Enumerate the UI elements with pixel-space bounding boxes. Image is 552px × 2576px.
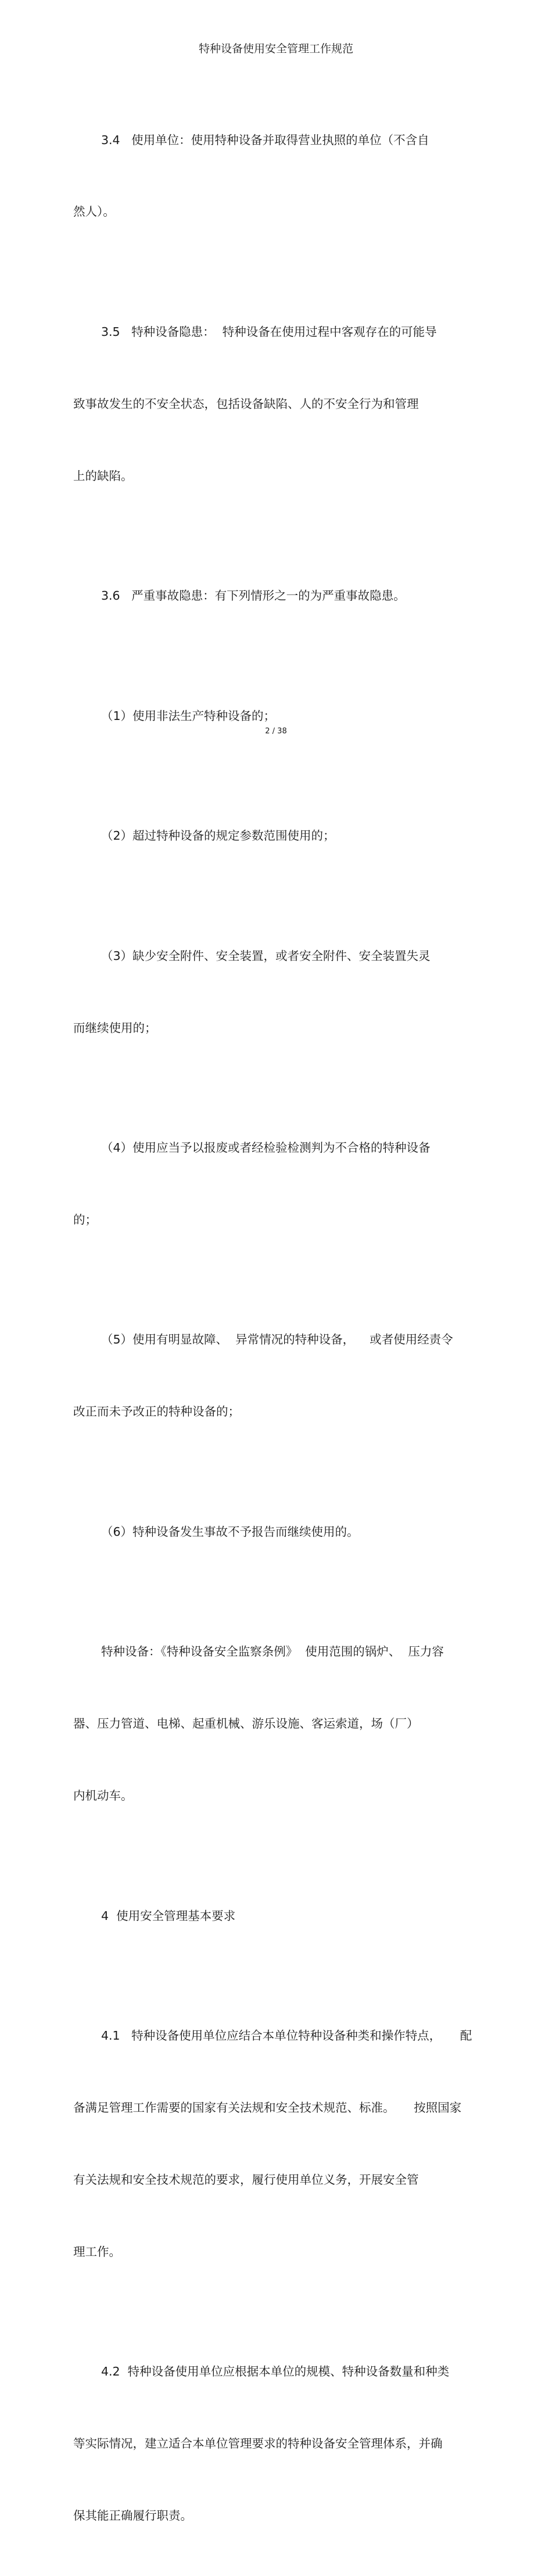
paragraph-special-equipment-definition [73, 1592, 480, 1856]
section-heading-4 [73, 1856, 480, 1976]
text-line: 3.6 严重事故隐患：有下列情形之一的为严重事故隐患。 [101, 589, 406, 603]
page-header-title: 特种设备使用安全管理工作规范 [198, 42, 353, 55]
text-line: （1）使用非法生产特种设备的； [101, 708, 276, 723]
text-line: 等实际情况，建立适合本单位管理要求的特种设备安全管理体系，并确 [73, 2437, 443, 2451]
text-line: 3.4 使用单位：使用特种设备并取得营业执照的单位（不含自 [101, 132, 429, 147]
text-line: 理工作。 [73, 2244, 121, 2259]
paragraph-3-6 [73, 536, 480, 656]
text-line: 4 使用安全管理基本要求 [101, 1908, 236, 1923]
text-line: （5）使用有明显故障、 异常情况的特种设备， 或者使用经责令 [101, 1332, 453, 1347]
text-line: 的； [73, 1212, 97, 1227]
text-line: 内机动车。 [73, 1789, 133, 1803]
text-line: 有关法规和安全技术规范的要求，履行使用单位义务，开展安全管 [73, 2172, 419, 2187]
page-number: 2 / 38 [265, 727, 287, 736]
text-line: （6）特种设备发生事故不予报告而继续使用的。 [101, 1524, 359, 1539]
text-line: （3）缺少安全附件、安全装置，或者安全附件、安全装置失灵 [101, 948, 431, 963]
paragraph-3-5 [73, 272, 480, 536]
list-item-1 [73, 656, 480, 776]
text-line: 备满足管理工作需要的国家有关法规和安全技术规范、标准。 按照国家 [73, 2100, 462, 2115]
paragraph-4-2 [73, 2312, 480, 2576]
text-line: 特种设备：《特种设备安全监察条例》 使用范围的锅炉、 压力容 [101, 1645, 444, 1659]
text-line: （2）超过特种设备的规定参数范围使用的； [101, 829, 335, 843]
list-item-4 [73, 1088, 480, 1280]
text-line: 器、压力管道、电梯、起重机械、游乐设施、客运索道，场（厂） [73, 1717, 419, 1731]
paragraph-3-4 [73, 80, 480, 272]
list-item-2 [73, 776, 480, 896]
text-line: 上的缺陷。 [73, 468, 133, 483]
text-line: 3.5 特种设备隐患： 特种设备在使用过程中客观存在的可能导 [101, 324, 437, 339]
text-line: 改正而未予改正的特种设备的； [73, 1405, 240, 1419]
list-item-6 [73, 1472, 480, 1592]
text-line: 4.1 特种设备使用单位应结合本单位特种设备种类和操作特点， 配 [101, 2029, 472, 2043]
text-line: 然人）。 [73, 205, 115, 219]
paragraph-4-1 [73, 1976, 480, 2312]
text-line: 4.2 特种设备使用单位应根据本单位的规模、特种设备数量和种类 [101, 2364, 450, 2379]
list-item-5 [73, 1280, 480, 1472]
list-item-3 [73, 896, 480, 1088]
text-line: （4）使用应当予以报废或者经检验检测判为不合格的特种设备 [101, 1141, 431, 1155]
text-line: 而继续使用的； [73, 1020, 157, 1035]
text-line: 致事故发生的不安全状态，包括设备缺陷、人的不安全行为和管理 [73, 396, 419, 411]
text-line: 保其能正确履行职责。 [73, 2508, 192, 2523]
document-body [73, 80, 480, 2576]
